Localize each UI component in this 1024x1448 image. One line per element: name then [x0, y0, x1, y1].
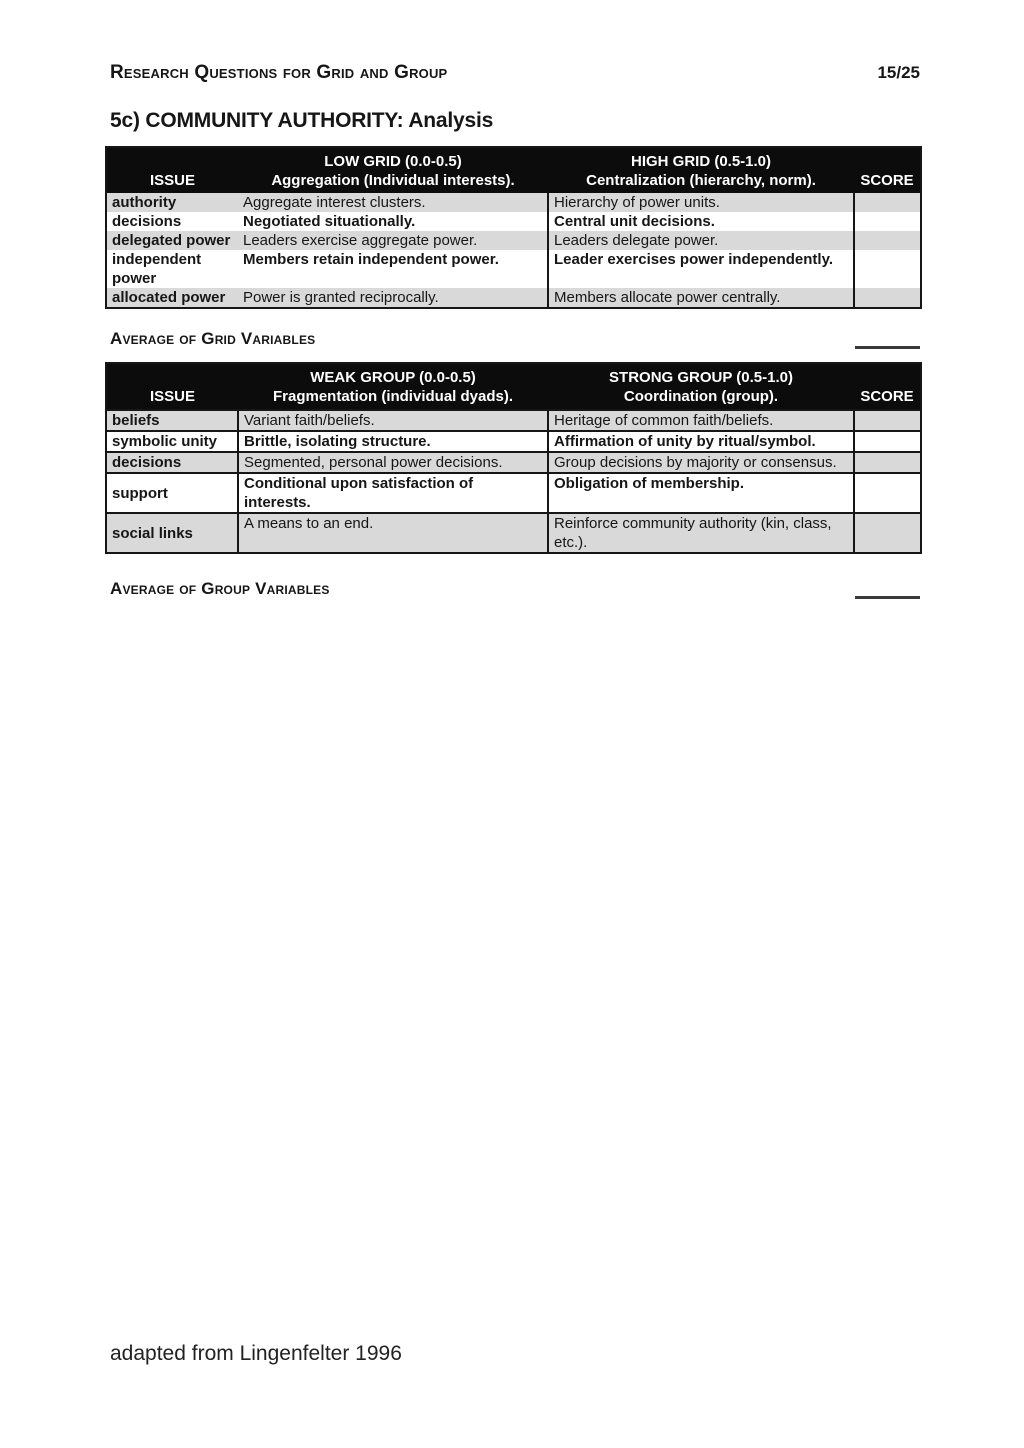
score-cell	[854, 431, 921, 452]
low-grid-cell: Members retain independent power.	[243, 251, 499, 268]
group-score-header: SCORE	[854, 363, 921, 410]
group-weak-header	[238, 363, 548, 410]
table-row	[106, 193, 921, 212]
issue-cell: decisions	[106, 452, 238, 473]
table-row	[106, 250, 921, 288]
section-title: 5c) COMMUNITY AUTHORITY: Analysis	[110, 109, 494, 132]
grid-low-header-line2: Aggregation (Individual interests).	[271, 172, 515, 189]
score-cell	[854, 250, 921, 288]
low-grid-cell: Aggregate interest clusters.	[243, 194, 426, 211]
group-weak-header-line2: Fragmentation (individual dyads).	[272, 388, 514, 405]
average-group-label: Average of Group Variables	[110, 579, 330, 598]
running-header: Research Questions for Grid and Group	[110, 62, 448, 83]
group-variables-table	[105, 362, 922, 554]
score-cell	[854, 193, 921, 212]
high-grid-cell: Central unit decisions.	[548, 212, 854, 231]
weak-group-cell: Conditional upon satisfaction of interests.	[238, 473, 548, 513]
strong-group-cell: Reinforce community authority (kin, class, etc.).	[548, 513, 854, 553]
page-header-row	[105, 62, 920, 84]
table-row	[106, 513, 921, 553]
table-row	[106, 410, 921, 431]
average-group-row	[105, 579, 920, 599]
grid-variables-table	[105, 146, 922, 309]
table-row	[106, 431, 921, 452]
grid-high-header	[548, 147, 854, 193]
issue-cell: support	[106, 473, 238, 513]
average-grid-label: Average of Grid Variables	[110, 329, 316, 348]
low-grid-cell: Power is granted reciprocally.	[243, 289, 439, 306]
page-number: 15/25	[877, 63, 920, 82]
issue-cell: authority	[112, 194, 177, 211]
grid-low-header	[238, 147, 548, 193]
group-strong-header-line1: STRONG GROUP (0.5-1.0)	[609, 369, 793, 386]
weak-group-cell: A means to an end.	[238, 513, 548, 553]
score-cell	[854, 513, 921, 553]
high-grid-cell: Leaders delegate power.	[548, 231, 854, 250]
group-table-header-row	[106, 363, 921, 410]
score-cell	[854, 473, 921, 513]
score-cell	[854, 288, 921, 308]
issue-cell: delegated power	[112, 232, 231, 249]
group-issue-header: ISSUE	[106, 363, 238, 410]
low-grid-cell: Negotiated situationally.	[243, 213, 416, 230]
high-grid-cell: Leader exercises power independently.	[548, 250, 854, 288]
grid-high-header-line1: HIGH GRID (0.5-1.0)	[630, 153, 772, 170]
average-grid-blank-line	[855, 339, 920, 349]
grid-issue-header: ISSUE	[106, 147, 238, 193]
low-grid-cell: Leaders exercise aggregate power.	[243, 232, 478, 249]
score-cell	[854, 212, 921, 231]
group-weak-header-line1: WEAK GROUP (0.0-0.5)	[310, 369, 476, 386]
strong-group-cell: Group decisions by majority or consensus.	[548, 452, 854, 473]
issue-cell: allocated power	[112, 289, 226, 306]
score-cell	[854, 452, 921, 473]
strong-group-cell: Obligation of membership.	[548, 473, 854, 513]
score-cell	[854, 410, 921, 431]
source-attribution: adapted from Lingenfelter 1996	[110, 1342, 402, 1365]
table-row	[106, 231, 921, 250]
weak-group-cell: Variant faith/beliefs.	[238, 410, 548, 431]
table-row	[106, 473, 921, 513]
average-group-blank-line	[855, 589, 920, 599]
strong-group-cell: Affirmation of unity by ritual/symbol.	[548, 431, 854, 452]
group-strong-header-line2: Coordination (group).	[623, 388, 779, 405]
high-grid-cell: Members allocate power centrally.	[548, 288, 854, 308]
table-row	[106, 288, 921, 308]
average-grid-row	[105, 329, 920, 349]
issue-cell: independent power	[112, 251, 202, 287]
table-row	[106, 212, 921, 231]
grid-high-header-line2: Centralization (hierarchy, norm).	[586, 172, 816, 189]
grid-score-header: SCORE	[854, 147, 921, 193]
weak-group-cell: Brittle, isolating structure.	[238, 431, 548, 452]
issue-cell: symbolic unity	[106, 431, 238, 452]
issue-cell: beliefs	[106, 410, 238, 431]
score-cell	[854, 231, 921, 250]
grid-table-header-row	[106, 147, 921, 193]
grid-low-header-line1: LOW GRID (0.0-0.5)	[324, 153, 462, 170]
issue-cell: decisions	[112, 213, 182, 230]
strong-group-cell: Heritage of common faith/beliefs.	[548, 410, 854, 431]
table-row	[106, 452, 921, 473]
issue-cell: social links	[106, 513, 238, 553]
weak-group-cell: Segmented, personal power decisions.	[238, 452, 548, 473]
high-grid-cell: Hierarchy of power units.	[548, 193, 854, 212]
group-strong-header	[548, 363, 854, 410]
